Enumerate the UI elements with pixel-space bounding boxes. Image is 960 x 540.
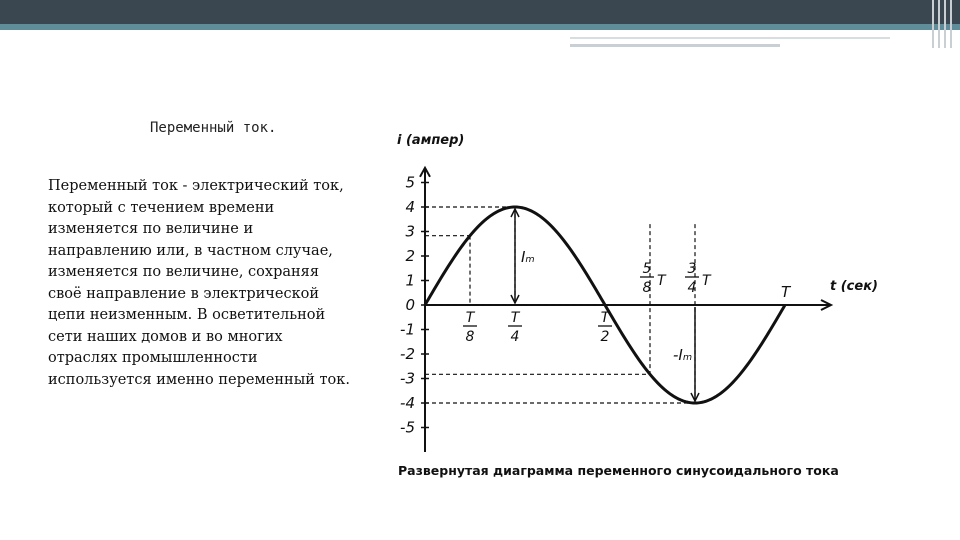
y-tick-label: 1: [405, 271, 415, 290]
fraction-numerator: 3: [687, 261, 697, 277]
period-end-label: T: [781, 283, 791, 301]
slide-paragraph: [48, 176, 378, 391]
fraction-denominator: 4: [687, 280, 697, 296]
paragraph-line: изменяется по величине и: [48, 221, 254, 237]
fraction-numerator: 5: [642, 261, 652, 277]
fraction-denominator: 8: [642, 280, 652, 296]
x-marker-label-suffix: T: [657, 273, 666, 289]
y-tick-label: -2: [400, 345, 415, 363]
paragraph-line: изменяется по величине, сохраняя: [48, 264, 319, 280]
y-tick-label: 5: [405, 173, 415, 192]
decorative-line: [570, 37, 890, 39]
decorative-line: [570, 44, 780, 47]
neg-im-label: -Iₘ: [673, 346, 693, 364]
y-tick-label: -5: [400, 418, 415, 437]
fraction-numerator: T: [465, 310, 475, 326]
fraction-denominator: 8: [465, 329, 475, 345]
paragraph-line: своё направление в электрической: [48, 285, 320, 302]
paragraph-line: направлению или, в частном случае,: [48, 242, 333, 259]
paragraph-line: сети наших домов и во многих: [48, 328, 283, 345]
fraction-denominator: 2: [600, 329, 610, 345]
fraction-numerator: T: [600, 310, 610, 326]
fraction-denominator: 4: [510, 329, 520, 345]
corner-decoration: [928, 0, 960, 48]
sine-chart-figure: [385, 120, 905, 490]
x-marker-label-suffix: T: [702, 273, 711, 289]
sine-chart: [385, 120, 905, 490]
slide-accent-bar: [0, 24, 960, 30]
fraction-numerator: T: [510, 310, 520, 326]
paragraph-line: используется именно переменный ток.: [48, 371, 350, 388]
y-tick-label: -3: [400, 369, 415, 388]
x-marker-label: [640, 261, 654, 296]
chart-caption: Развернутая диаграмма переменного синусоидального тока: [398, 463, 839, 478]
x-marker-label: [463, 310, 477, 345]
x-marker-label: [508, 310, 522, 345]
im-label: Iₘ: [521, 248, 535, 266]
y-axis-label: i (ампер): [397, 133, 465, 148]
x-axis-label: t (сек): [830, 279, 878, 294]
y-tick-label: 4: [405, 198, 415, 216]
x-marker-label: [685, 261, 699, 296]
slide-title: Переменный ток.: [150, 120, 277, 136]
y-tick-label: 2: [405, 247, 415, 265]
slide-top-bar: [0, 0, 960, 24]
y-tick-label: 3: [405, 222, 415, 241]
y-tick-label: -1: [400, 320, 415, 339]
paragraph-line: Переменный ток - электрический ток,: [48, 178, 344, 194]
y-tick-label: -4: [400, 394, 415, 412]
paragraph-line: отраслях промышленности: [48, 350, 258, 366]
y-tick-label: 0: [405, 296, 415, 314]
paragraph-line: цепи неизменным. В осветительной: [48, 307, 326, 323]
paragraph-line: который с течением времени: [48, 199, 275, 216]
